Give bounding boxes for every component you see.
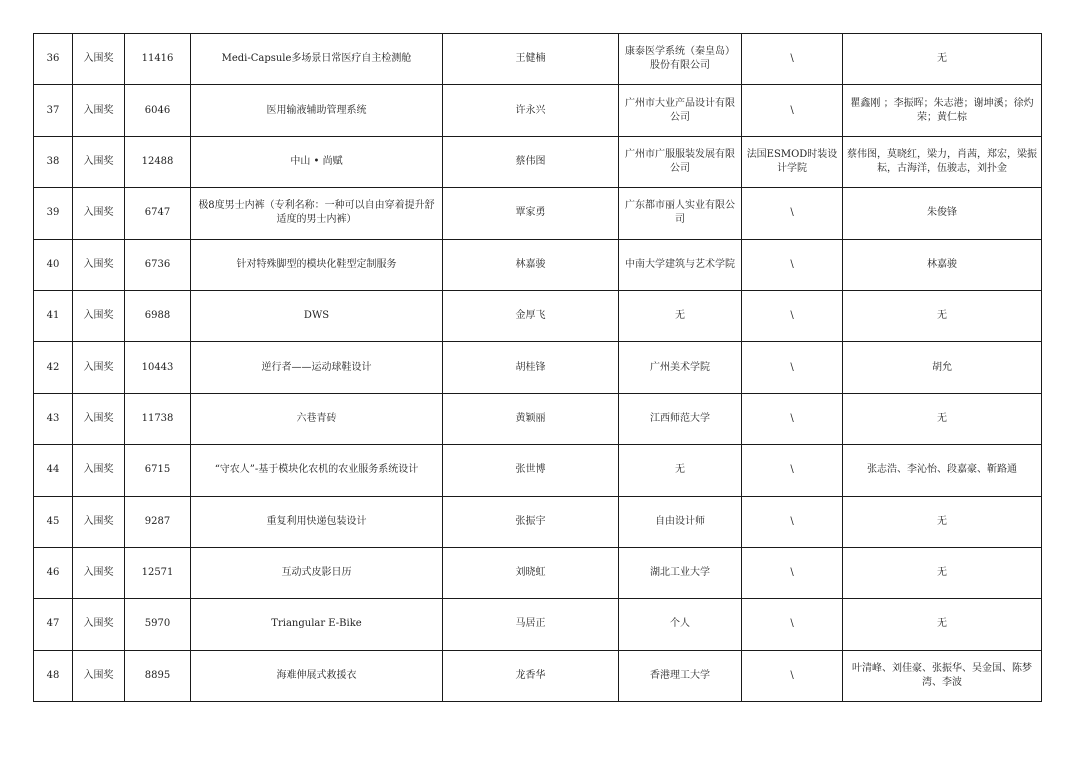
cell-entry-id: 12488 bbox=[125, 136, 191, 187]
cell-cooperator: \ bbox=[742, 34, 843, 85]
cell-members: 无 bbox=[843, 34, 1042, 85]
cell-organization: 湖北工业大学 bbox=[619, 547, 742, 598]
cell-members: 朱俊锋 bbox=[843, 188, 1042, 239]
cell-members: 叶清峰、刘佳豪、张振华、吴金国、陈梦湾、李波 bbox=[843, 650, 1042, 701]
cell-cooperator: \ bbox=[742, 445, 843, 496]
cell-award: 入围奖 bbox=[73, 393, 125, 444]
cell-leader: 蔡伟图 bbox=[443, 136, 619, 187]
cell-entry-id: 11738 bbox=[125, 393, 191, 444]
cell-award: 入围奖 bbox=[73, 445, 125, 496]
cell-cooperator: \ bbox=[742, 188, 843, 239]
table-row bbox=[34, 496, 1042, 547]
cell-members: 张志浩、李沁怡、段嘉豪、靳路通 bbox=[843, 445, 1042, 496]
cell-project-name: 六巷青砖 bbox=[191, 393, 443, 444]
cell-cooperator: \ bbox=[742, 650, 843, 701]
cell-award: 入围奖 bbox=[73, 547, 125, 598]
table-row bbox=[34, 342, 1042, 393]
cell-number: 41 bbox=[34, 290, 73, 341]
table-row bbox=[34, 239, 1042, 290]
cell-leader: 张振宇 bbox=[443, 496, 619, 547]
cell-organization: 广州美术学院 bbox=[619, 342, 742, 393]
cell-leader: 胡桂锋 bbox=[443, 342, 619, 393]
cell-leader: 许永兴 bbox=[443, 85, 619, 136]
cell-members: 无 bbox=[843, 290, 1042, 341]
cell-entry-id: 6715 bbox=[125, 445, 191, 496]
cell-entry-id: 6988 bbox=[125, 290, 191, 341]
cell-award: 入围奖 bbox=[73, 239, 125, 290]
cell-leader: 刘晓虹 bbox=[443, 547, 619, 598]
cell-number: 46 bbox=[34, 547, 73, 598]
table-row bbox=[34, 650, 1042, 701]
cell-organization: 广州市大业产品设计有限公司 bbox=[619, 85, 742, 136]
table-row bbox=[34, 85, 1042, 136]
cell-entry-id: 6736 bbox=[125, 239, 191, 290]
cell-project-name: “守农人”-基于模块化农机的农业服务系统设计 bbox=[191, 445, 443, 496]
cell-number: 42 bbox=[34, 342, 73, 393]
cell-organization: 广东都市丽人实业有限公司 bbox=[619, 188, 742, 239]
table-row bbox=[34, 393, 1042, 444]
table-body bbox=[34, 34, 1042, 702]
table-row bbox=[34, 188, 1042, 239]
cell-project-name: 海难伸展式救援衣 bbox=[191, 650, 443, 701]
cell-number: 37 bbox=[34, 85, 73, 136]
cell-cooperator: \ bbox=[742, 342, 843, 393]
table-row bbox=[34, 34, 1042, 85]
cell-members: 无 bbox=[843, 393, 1042, 444]
cell-number: 43 bbox=[34, 393, 73, 444]
cell-number: 36 bbox=[34, 34, 73, 85]
cell-number: 48 bbox=[34, 650, 73, 701]
cell-entry-id: 6747 bbox=[125, 188, 191, 239]
awards-table bbox=[33, 33, 1042, 702]
cell-members: 胡允 bbox=[843, 342, 1042, 393]
cell-leader: 覃家勇 bbox=[443, 188, 619, 239]
cell-members: 瞿鑫刚 ；李振晖；朱志港；谢坤溪；徐灼荣；黄仁棕 bbox=[843, 85, 1042, 136]
cell-project-name: Triangular E-Bike bbox=[191, 599, 443, 650]
cell-entry-id: 5970 bbox=[125, 599, 191, 650]
cell-members: 林嘉骏 bbox=[843, 239, 1042, 290]
cell-number: 44 bbox=[34, 445, 73, 496]
cell-award: 入围奖 bbox=[73, 290, 125, 341]
cell-entry-id: 12571 bbox=[125, 547, 191, 598]
cell-members: 蔡伟图，莫晓红，梁力，肖茜，郑宏，梁振耘，古海洋，伍骏志，刘扑金 bbox=[843, 136, 1042, 187]
cell-project-name: 医用输液辅助管理系统 bbox=[191, 85, 443, 136]
cell-organization: 个人 bbox=[619, 599, 742, 650]
cell-number: 40 bbox=[34, 239, 73, 290]
cell-cooperator: \ bbox=[742, 496, 843, 547]
cell-organization: 香港理工大学 bbox=[619, 650, 742, 701]
cell-leader: 龙香华 bbox=[443, 650, 619, 701]
cell-project-name: 重复利用快递包装设计 bbox=[191, 496, 443, 547]
cell-cooperator: \ bbox=[742, 290, 843, 341]
cell-entry-id: 11416 bbox=[125, 34, 191, 85]
cell-organization: 康泰医学系统（秦皇岛）股份有限公司 bbox=[619, 34, 742, 85]
cell-organization: 江西师范大学 bbox=[619, 393, 742, 444]
cell-award: 入围奖 bbox=[73, 34, 125, 85]
cell-leader: 马居正 bbox=[443, 599, 619, 650]
table-row bbox=[34, 290, 1042, 341]
cell-project-name: 中山 • 尚赋 bbox=[191, 136, 443, 187]
cell-cooperator: \ bbox=[742, 547, 843, 598]
cell-project-name: Medi-Capsule多场景日常医疗自主检测舱 bbox=[191, 34, 443, 85]
cell-leader: 黄颖丽 bbox=[443, 393, 619, 444]
cell-cooperator: 法国ESMOD时装设计学院 bbox=[742, 136, 843, 187]
cell-project-name: 极8度男士内裤（专利名称：一种可以自由穿着提升舒适度的男士内裤） bbox=[191, 188, 443, 239]
cell-project-name: 逆行者——运动球鞋设计 bbox=[191, 342, 443, 393]
cell-number: 47 bbox=[34, 599, 73, 650]
cell-project-name: 针对特殊脚型的模块化鞋型定制服务 bbox=[191, 239, 443, 290]
table-row bbox=[34, 445, 1042, 496]
cell-project-name: 互动式皮影日历 bbox=[191, 547, 443, 598]
table-row bbox=[34, 547, 1042, 598]
table-row bbox=[34, 599, 1042, 650]
cell-organization: 自由设计师 bbox=[619, 496, 742, 547]
cell-members: 无 bbox=[843, 599, 1042, 650]
cell-project-name: DWS bbox=[191, 290, 443, 341]
cell-entry-id: 10443 bbox=[125, 342, 191, 393]
cell-leader: 王健楠 bbox=[443, 34, 619, 85]
cell-award: 入围奖 bbox=[73, 599, 125, 650]
cell-leader: 金厚飞 bbox=[443, 290, 619, 341]
cell-leader: 林嘉骏 bbox=[443, 239, 619, 290]
cell-members: 无 bbox=[843, 547, 1042, 598]
cell-entry-id: 6046 bbox=[125, 85, 191, 136]
cell-award: 入围奖 bbox=[73, 650, 125, 701]
cell-cooperator: \ bbox=[742, 393, 843, 444]
cell-award: 入围奖 bbox=[73, 342, 125, 393]
table-row bbox=[34, 136, 1042, 187]
cell-cooperator: \ bbox=[742, 239, 843, 290]
cell-leader: 张世博 bbox=[443, 445, 619, 496]
cell-entry-id: 9287 bbox=[125, 496, 191, 547]
cell-award: 入围奖 bbox=[73, 496, 125, 547]
cell-number: 45 bbox=[34, 496, 73, 547]
cell-award: 入围奖 bbox=[73, 136, 125, 187]
cell-cooperator: \ bbox=[742, 85, 843, 136]
cell-organization: 无 bbox=[619, 290, 742, 341]
cell-number: 39 bbox=[34, 188, 73, 239]
cell-organization: 广州市广服服装发展有限公司 bbox=[619, 136, 742, 187]
cell-entry-id: 8895 bbox=[125, 650, 191, 701]
cell-award: 入围奖 bbox=[73, 85, 125, 136]
cell-organization: 无 bbox=[619, 445, 742, 496]
cell-organization: 中南大学建筑与艺术学院 bbox=[619, 239, 742, 290]
cell-award: 入围奖 bbox=[73, 188, 125, 239]
cell-number: 38 bbox=[34, 136, 73, 187]
cell-cooperator: \ bbox=[742, 599, 843, 650]
cell-members: 无 bbox=[843, 496, 1042, 547]
